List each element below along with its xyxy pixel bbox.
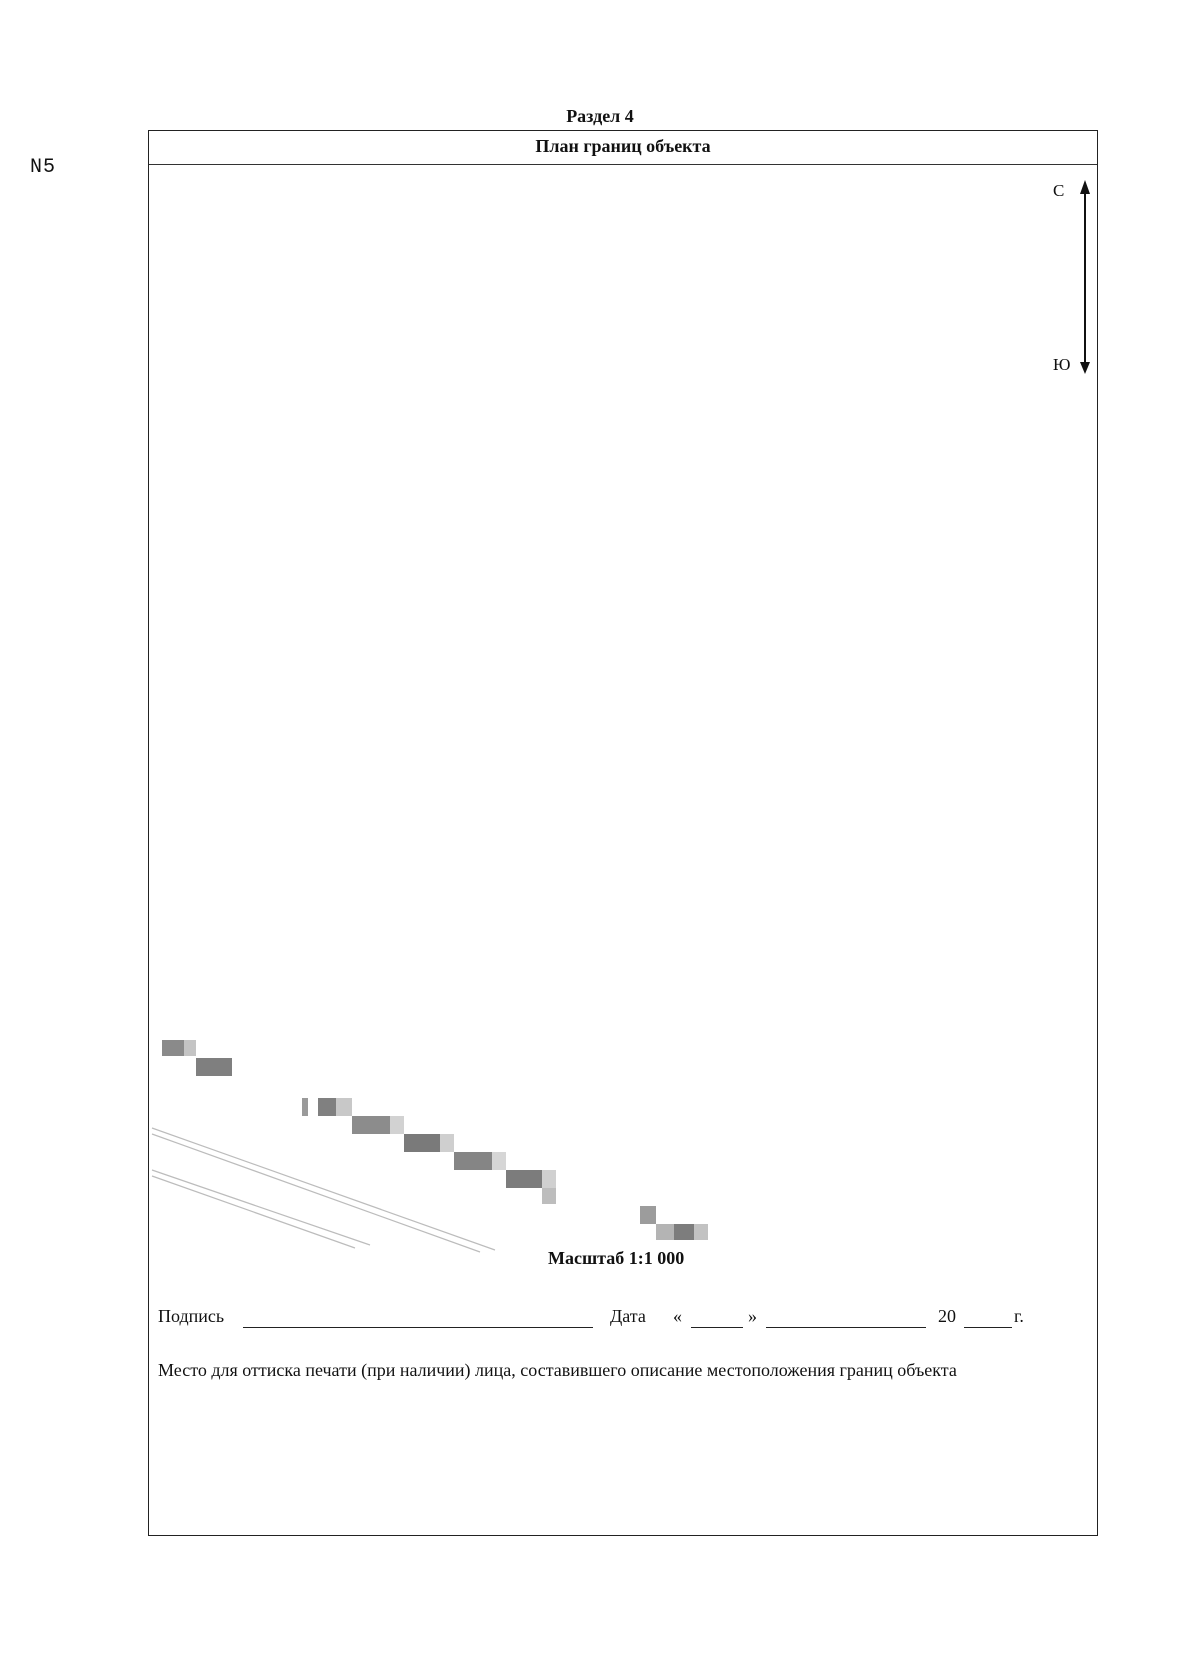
- date-label: Дата: [610, 1306, 646, 1326]
- pixelated-boundary-blocks: [162, 1040, 708, 1240]
- scale-label: Масштаб 1:1 000: [548, 1248, 685, 1268]
- stamp-place-note: Место для оттиска печати (при наличии) лица, составившего описание местоположения границ объекта: [158, 1360, 957, 1380]
- plan-boundary-fragment: [150, 1040, 750, 1260]
- compass-north-label: С: [1053, 181, 1065, 200]
- signature-line: [243, 1327, 593, 1328]
- compass-south-label: Ю: [1053, 355, 1071, 374]
- compass-arrow-icon: [1075, 180, 1095, 374]
- section-label: Раздел 4: [566, 106, 634, 126]
- century-label: 20: [938, 1306, 956, 1326]
- signature-row: [158, 1306, 1058, 1332]
- day-line: [691, 1327, 743, 1328]
- date-quote-close: »: [748, 1306, 757, 1326]
- year-line: [964, 1327, 1012, 1328]
- date-quote-open: «: [673, 1306, 682, 1326]
- year-suffix: г.: [1014, 1306, 1024, 1326]
- plan-title: План границ объекта: [149, 131, 1097, 165]
- signature-label: Подпись: [158, 1306, 225, 1326]
- month-line: [766, 1327, 926, 1328]
- sheet-number: N5: [30, 156, 57, 179]
